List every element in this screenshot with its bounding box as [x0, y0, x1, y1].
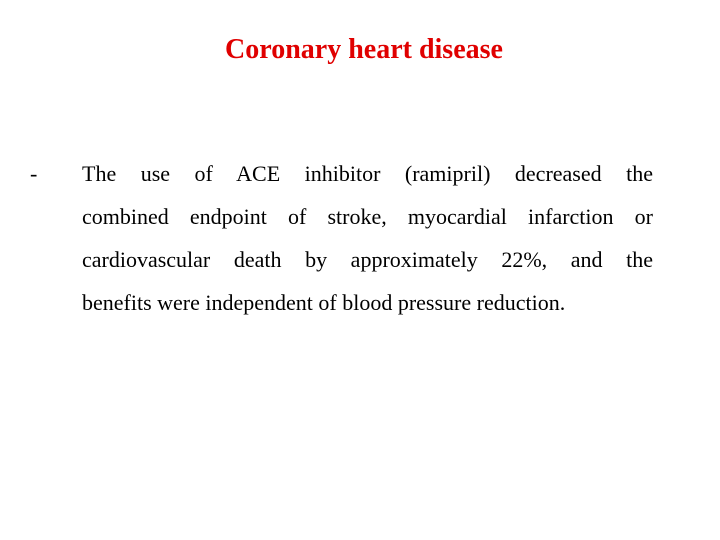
bullet-text-line-1: The use of ACE inhibitor (ramipril) decreased the: [82, 161, 653, 186]
bullet-marker: -: [30, 161, 38, 186]
slide-title: Coronary heart disease: [225, 34, 503, 65]
bullet-text-line-2: combined endpoint of stroke, myocardial infarction or: [82, 204, 653, 229]
bullet-text-line-3: cardiovascular death by approximately 22%, and the: [82, 247, 653, 272]
bullet-text-line-4: benefits were independent of blood pressure reduction.: [82, 290, 566, 315]
